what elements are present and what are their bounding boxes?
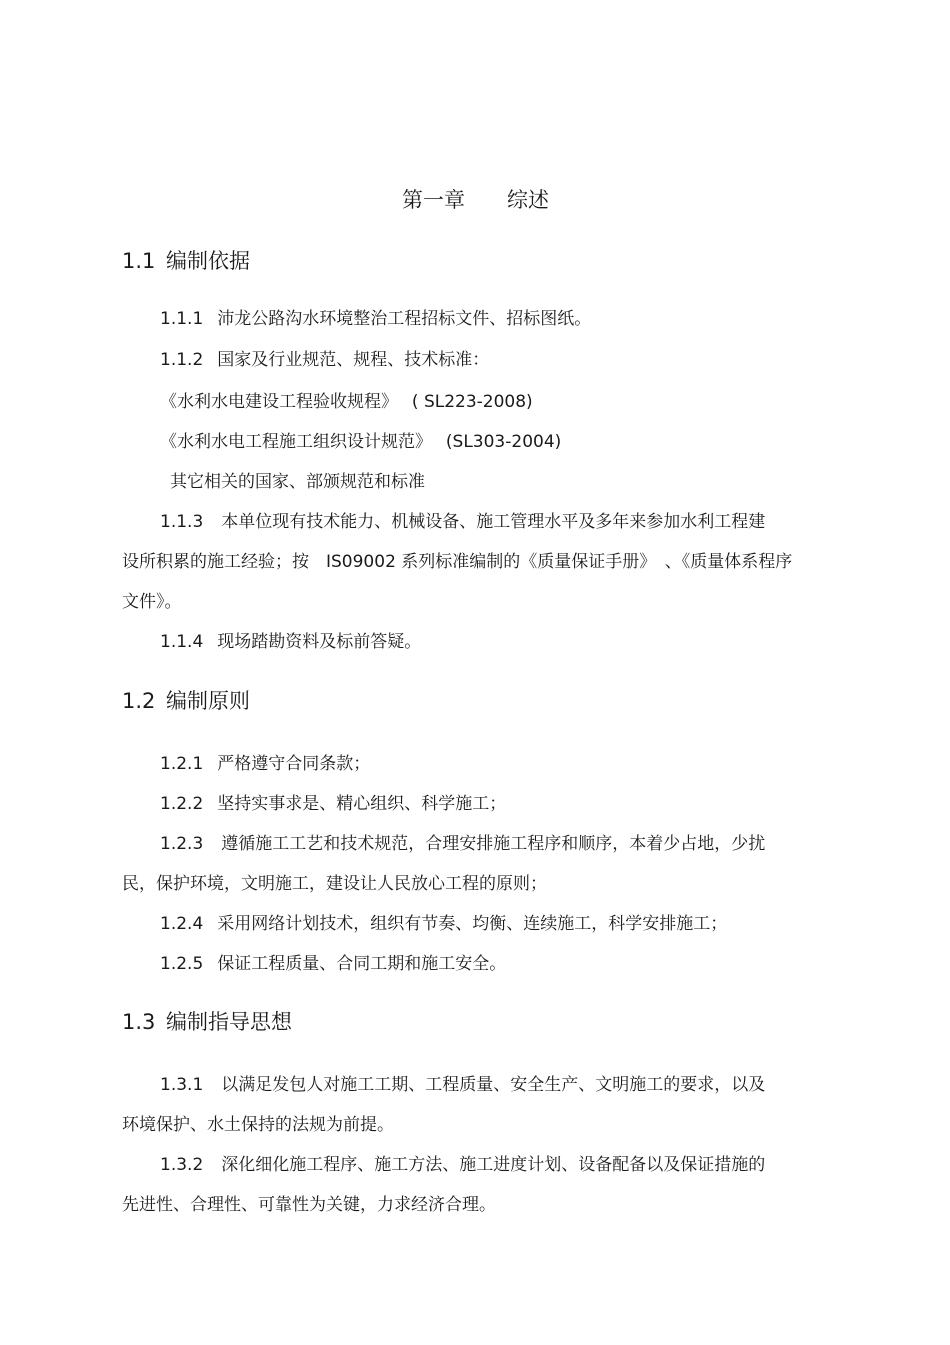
item-1-1-3 — [160, 512, 765, 532]
item-text: 现场踏勘资料及标前答疑。 — [217, 632, 422, 652]
section-heading-1-1 — [122, 249, 250, 273]
item-text-line: 以满足发包人对施工工期、工程质量、安全生产、文明施工的要求，以及 — [221, 1075, 766, 1095]
standard-line-sl303: 《水利水电工程施工组织设计规范》 (SL303-2004) — [160, 432, 562, 452]
item-text: 坚持实事求是、精心组织、科学施工； — [217, 794, 507, 814]
item-text: 沛龙公路沟水环境整治工程招标文件、招标图纸。 — [217, 309, 592, 329]
item-number: 1.2.1 — [160, 754, 204, 774]
item-1-1-3-line-3: 文件》。 — [122, 592, 182, 612]
item-1-3-1 — [160, 1075, 765, 1095]
item-number: 1.2.5 — [160, 954, 204, 974]
section-number: 1.3 — [122, 1010, 156, 1034]
section-title: 编制指导思想 — [166, 1010, 292, 1034]
standard-line-sl223: 《水利水电建设工程验收规程》 ( SL223-2008) — [160, 392, 533, 412]
item-1-2-4 — [160, 914, 727, 934]
item-1-1-4 — [160, 632, 421, 652]
section-number: 1.1 — [122, 249, 156, 273]
item-text: 采用网络计划技术，组织有节奏、均衡、连续施工，科学安排施工； — [217, 914, 728, 934]
section-title: 编制依据 — [166, 249, 250, 273]
item-1-3-2 — [160, 1155, 765, 1175]
item-1-2-2 — [160, 794, 506, 814]
item-1-3-1-line-2: 环境保护、水土保持的法规为前提。 — [122, 1115, 394, 1135]
item-text-line: 深化细化施工程序、施工方法、施工进度计划、设备配备以及保证措施的 — [221, 1155, 766, 1175]
item-1-2-5 — [160, 954, 506, 974]
item-text-line: 遵循施工工艺和技术规范，合理安排施工程序和顺序，本着少占地，少扰 — [221, 834, 766, 854]
item-1-1-3-line-2: 设所积累的施工经验；按 IS09002 系列标准编制的《质量保证手册》 、《质量体系程序 — [122, 552, 793, 572]
item-1-2-3-line-2: 民，保护环境，文明施工，建设让人民放心工程的原则； — [122, 874, 547, 894]
item-number: 1.2.3 — [160, 834, 204, 854]
chapter-title: 第一章 综述 — [402, 188, 549, 212]
item-1-2-1 — [160, 754, 370, 774]
section-title: 编制原则 — [166, 689, 250, 713]
section-heading-1-3 — [122, 1010, 292, 1034]
item-text: 严格遵守合同条款； — [217, 754, 371, 774]
item-text: 保证工程质量、合同工期和施工安全。 — [217, 954, 507, 974]
section-number: 1.2 — [122, 689, 156, 713]
item-number: 1.3.1 — [160, 1075, 204, 1095]
item-number: 1.1.3 — [160, 512, 204, 532]
section-heading-1-2 — [122, 689, 250, 713]
item-1-3-2-line-2: 先进性、合理性、可靠性为关键，力求经济合理。 — [122, 1195, 496, 1215]
standard-line-other: 其它相关的国家、部颁规范和标准 — [170, 472, 425, 492]
item-number: 1.2.2 — [160, 794, 204, 814]
item-text-line: 本单位现有技术能力、机械设备、施工管理水平及多年来参加水利工程建 — [221, 512, 766, 532]
item-number: 1.3.2 — [160, 1155, 204, 1175]
item-number: 1.1.1 — [160, 309, 204, 329]
item-number: 1.1.2 — [160, 350, 204, 370]
item-number: 1.2.4 — [160, 914, 204, 934]
item-1-2-3 — [160, 834, 765, 854]
item-1-1-2 — [160, 350, 489, 370]
item-text: 国家及行业规范、规程、技术标准： — [217, 350, 490, 370]
item-number: 1.1.4 — [160, 632, 204, 652]
item-1-1-1 — [160, 309, 591, 329]
